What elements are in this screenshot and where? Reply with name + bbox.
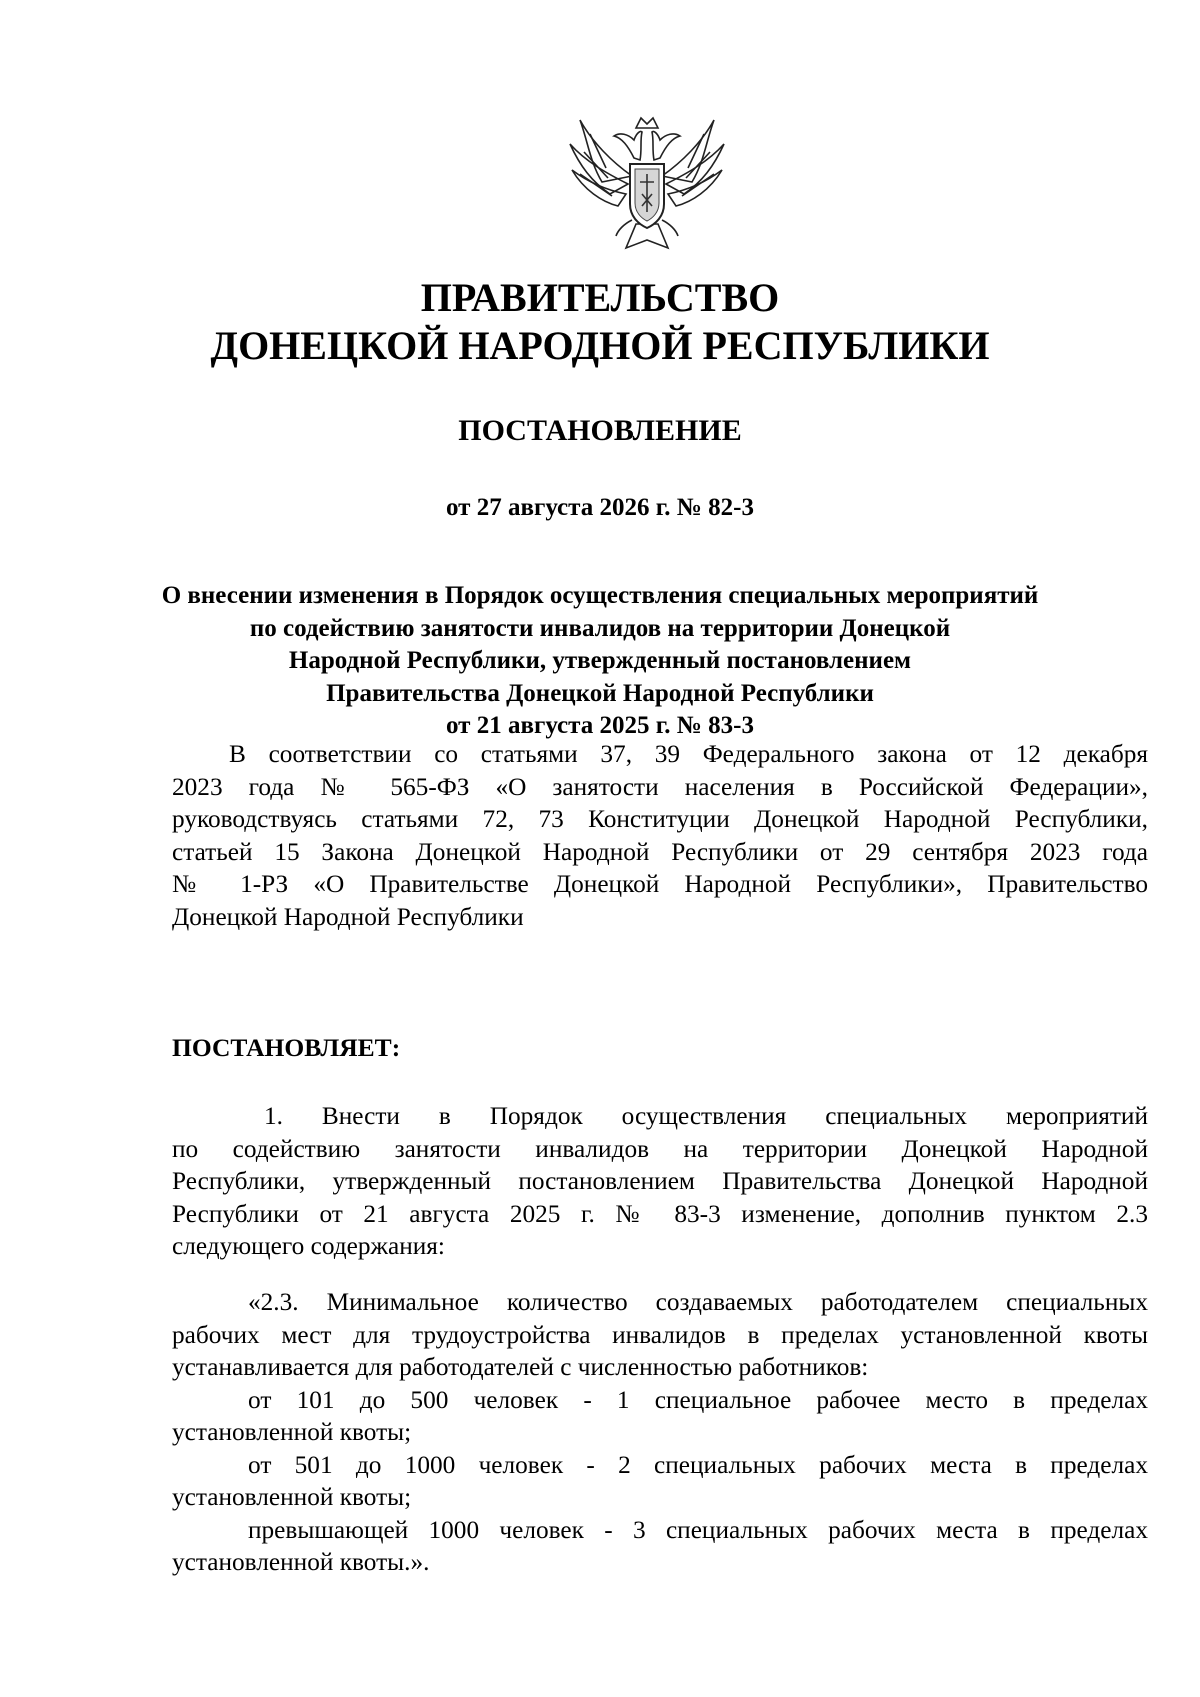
title-line: от 21 августа 2025 г. № 83-3 <box>446 712 754 739</box>
preamble-line: руководствуясь статьями 72, 73 Конституции Донецкой Народной Республики, <box>172 805 1148 833</box>
quoted-clause <box>172 1286 1148 1579</box>
document-title <box>0 580 1200 743</box>
title-line: по содействию занятости инвалидов на территории Донецкой <box>249 614 951 642</box>
quote-line: рабочих мест для трудоустройства инвалидов в пределах установленной квоты <box>172 1320 1148 1349</box>
preamble-paragraph <box>172 738 1148 933</box>
quota-item-line: установленной квоты; <box>172 1483 412 1511</box>
preamble-line: № 1-РЗ «О Правительстве Донецкой Народной Республики», Правительство <box>172 870 1148 898</box>
quota-item-line: превышающей 1000 человек - 3 специальных рабочих места в пределах <box>248 1515 1148 1544</box>
resolves-heading: ПОСТАНОВЛЯЕТ: <box>172 1033 401 1062</box>
title-line: Правительства Донецкой Народной Республики <box>326 679 874 707</box>
government-line-1: ПРАВИТЕЛЬСТВО <box>420 275 780 320</box>
preamble-line: Донецкой Народной Республики <box>172 902 524 931</box>
item-1-line: Республики от 21 августа 2025 г. № 83-3 изменение, дополнив пунктом 2.3 <box>172 1199 1148 1228</box>
preamble-line: 2023 года № 565-ФЗ «О занятости населения в Российской Федерации», <box>172 772 1148 801</box>
title-line: Народной Республики, утвержденный постановлением <box>288 647 912 674</box>
item-1-paragraph <box>172 1100 1148 1263</box>
preamble-line: В соответствии со статьями 37, 39 Федерального закона от 12 декабря <box>229 740 1148 768</box>
quota-item-line: от 501 до 1000 человек - 2 специальных рабочих места в пределах <box>248 1450 1148 1479</box>
item-1-line: 1. Внести в Порядок осуществления специальных мероприятий <box>264 1102 1148 1130</box>
quote-line: «2.3. Минимальное количество создаваемых работодателем специальных <box>248 1288 1148 1316</box>
preamble-line: статьей 15 Закона Донецкой Народной Республики от 29 сентября 2023 года <box>172 837 1148 866</box>
quota-item-line: установленной квоты.». <box>172 1548 430 1576</box>
quote-line: устанавливается для работодателей с численностью работников: <box>172 1353 869 1381</box>
quota-item-line: от 101 до 500 человек - 1 специальное рабочее место в пределах <box>248 1385 1148 1414</box>
coat-of-arms-icon <box>562 112 732 260</box>
item-1-line: следующего содержания: <box>172 1232 445 1260</box>
item-1-line: Республики, утвержденный постановлением Правительства Донецкой Народной <box>172 1167 1148 1195</box>
item-1-line: по содействию занятости инвалидов на территории Донецкой Народной <box>172 1134 1148 1163</box>
document-type: ПОСТАНОВЛЕНИЕ <box>458 414 742 447</box>
government-name <box>0 274 1200 370</box>
title-line: О внесении изменения в Порядок осуществления специальных мероприятий <box>161 582 1039 609</box>
government-line-2: ДОНЕЦКОЙ НАРОДНОЙ РЕСПУБЛИКИ <box>210 323 990 368</box>
document-date-number: от 27 августа 2026 г. № 82-3 <box>446 494 754 521</box>
quota-item-line: установленной квоты; <box>172 1418 412 1446</box>
